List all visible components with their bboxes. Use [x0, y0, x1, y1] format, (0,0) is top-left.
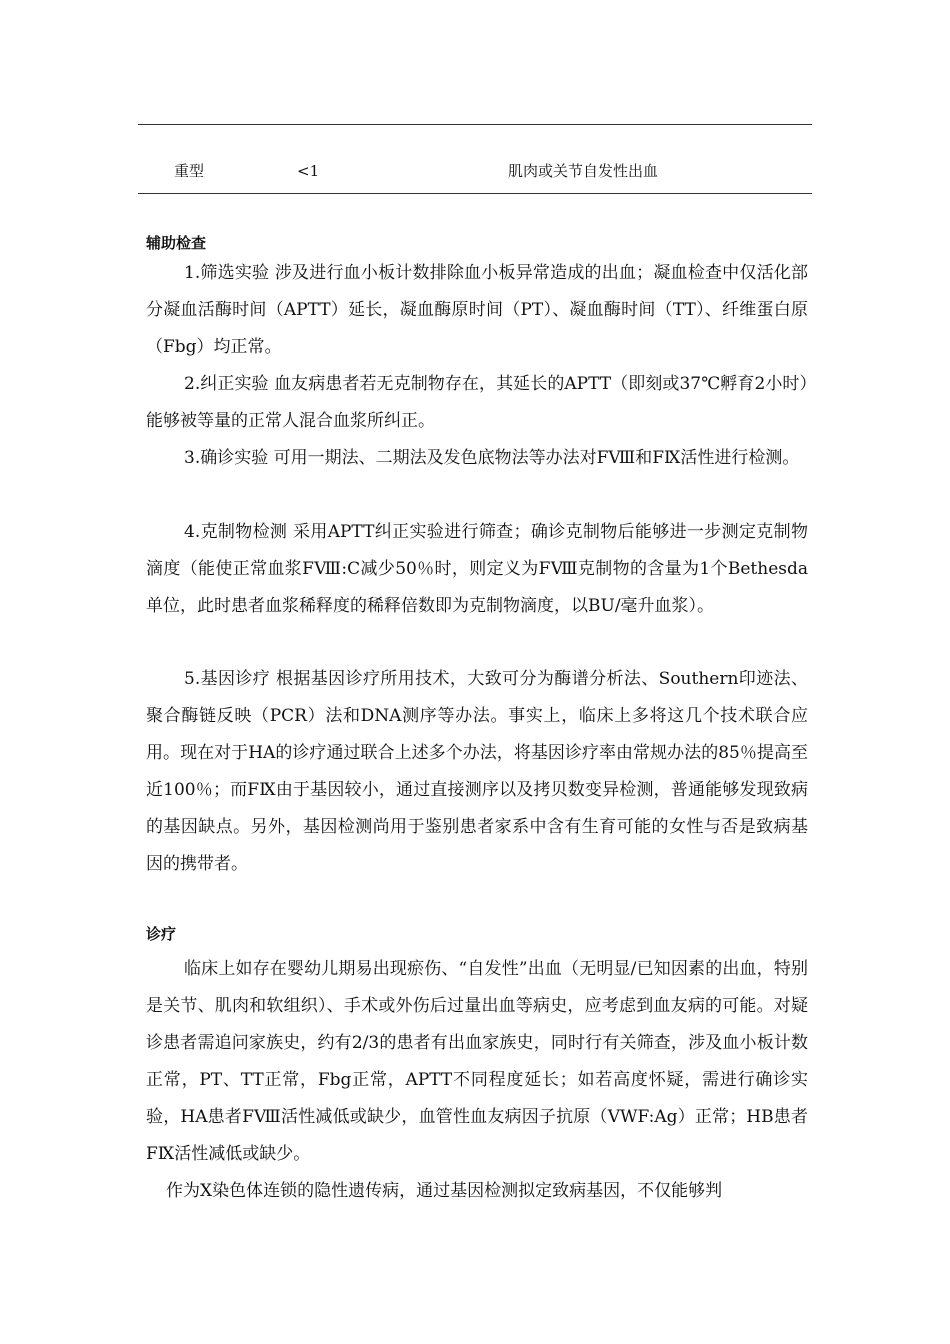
diagnosis-paragraph: 临床上如存在婴幼儿期易出现瘀伤、“自发性”出血（无明显/已知因素的出血，特别是关节、肌肉和软组织）、手术或外伤后过量出血等病史，应考虑到血友病的可能。对疑诊患者需追问家族史，约有2/3的患者有出血家族史，同时行有关筛查，涉及血小板计数正常，PT、TT正常，Fbg正常，APTT不同程度延长；如若高度怀疑，需进行确诊实验，HA患者FⅧ活性减低或缺少，血管性血友病因子抗原（VWF:Ag）正常；HB患者FⅨ活性减低或缺少。 [146, 959, 808, 1164]
gene-diagnosis-paragraph: 5.基因诊疗 根据基因诊疗所用技术，大致可分为酶谱分析法、Southern印迹法、聚合酶链反映（PCR）法和DNA测序等办法。事实上，临床上多将这几个技术联合应用。现在对于HA的诊疗通过联合上述多个办法，将基因诊疗率由常规办法的85％提高至近100％；而FⅨ由于基因较小，通过直接测序以及拷贝数变异检测，普通能够发现致病的基因缺点。另外，基因检测尚用于鉴别患者家系中含有生育可能的女性与否是致病基因的携带者。 [146, 669, 808, 874]
bleeding-cell: 肌肉或关节自发性出血 [508, 162, 659, 180]
genetic-paragraph: 作为X染色体连锁的隐性遗传病，通过基因检测拟定致病基因，不仅能够判 [166, 1181, 723, 1201]
factor-activity-cell: <1 [297, 162, 320, 180]
severity-type-cell: 重型 [174, 162, 205, 180]
confirmatory-test-paragraph: 3.确诊实验 可用一期法、二期法及发色底物法等办法对FⅧ和FⅨ活性进行检测。 [184, 448, 800, 468]
screening-test-paragraph: 1.筛选实验 涉及进行血小板计数排除血小板异常造成的出血；凝血检查中仅活化部分凝血活酶时间（APTT）延长，凝血酶原时间（PT）、凝血酶时间（TT）、纤维蛋白原（Fbg）均正常。 [146, 263, 808, 357]
aux-exam-heading: 辅助检查 [146, 234, 207, 252]
table-bottom-rule [138, 193, 812, 194]
inhibitor-test-paragraph: 4.克制物检测 采用APTT纠正实验进行筛查；确诊克制物后能够进一步测定克制物滴度（能使正常血浆FⅧ:C减少50％时，则定义为FⅧ克制物的含量为1个Bethesda单位，此时患者血浆稀释度的稀释倍数即为克制物滴度，以BU/毫升血浆）。 [146, 522, 808, 616]
diagnosis-heading: 诊疗 [146, 925, 177, 943]
correction-test-paragraph: 2.纠正实验 血友病患者若无克制物存在，其延长的APTT（即刻或37℃孵育2小时）能够被等量的正常人混合血浆所纠正。 [146, 374, 808, 431]
table-top-rule [138, 124, 812, 125]
